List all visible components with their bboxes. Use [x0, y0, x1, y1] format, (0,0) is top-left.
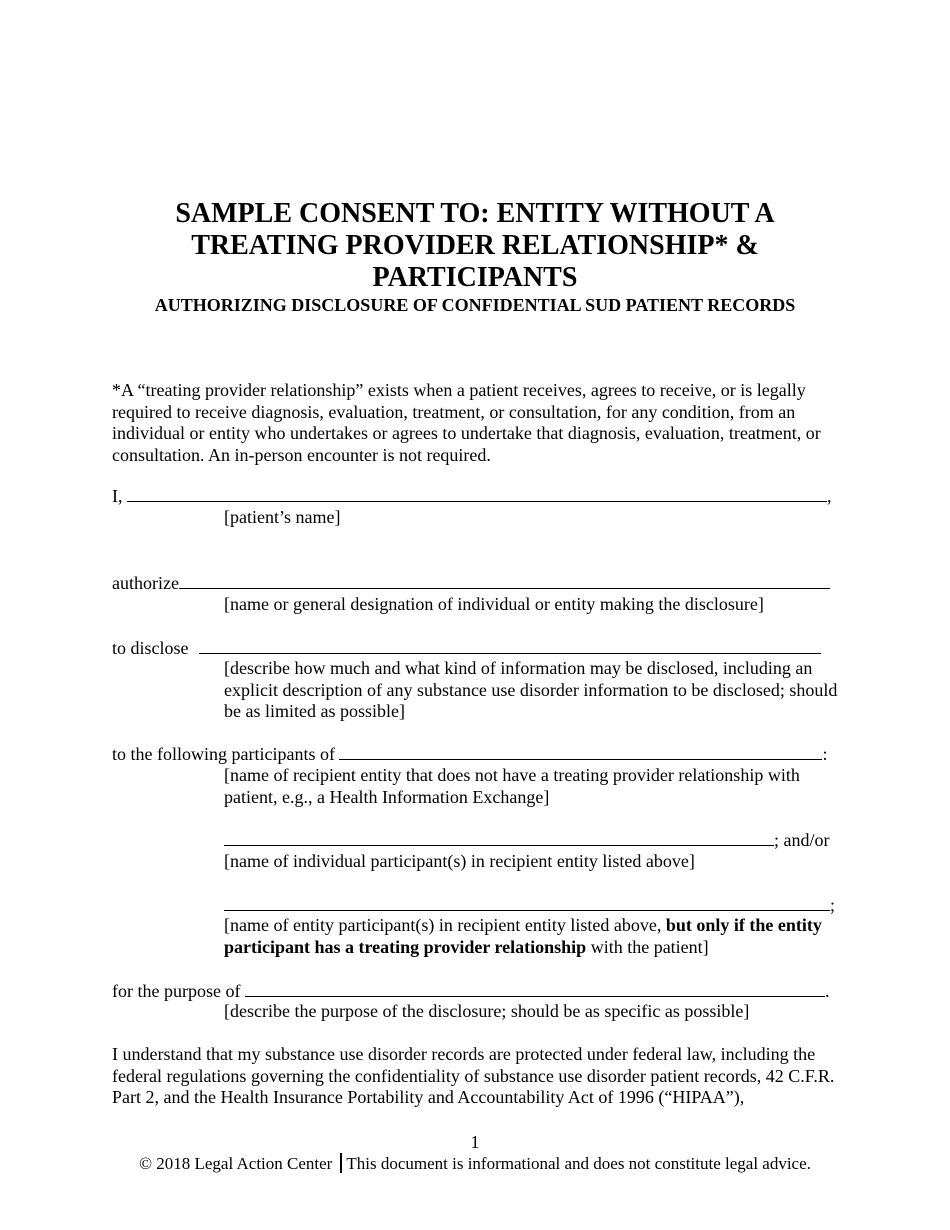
title-line-1: SAMPLE CONSENT TO: ENTITY WITHOUT A [175, 198, 775, 229]
purpose-field[interactable] [245, 980, 825, 997]
purpose-end: . [824, 981, 830, 1001]
entity-end: ; [830, 895, 836, 915]
title-line-2: TREATING PROVIDER RELATIONSHIP* & [191, 230, 759, 261]
authorize-label: authorize [112, 573, 179, 593]
entity-hint-pre: [name of entity participant(s) in recipient entity listed above, [224, 915, 666, 935]
disclose-label: to disclose [112, 638, 189, 658]
disclose-field[interactable] [199, 637, 821, 654]
footer-separator [340, 1153, 342, 1173]
entity-hint-bold: but only if the entity participant has a treating provider relationship [224, 915, 822, 957]
participants-field[interactable] [339, 743, 822, 760]
patient-end: , [827, 486, 832, 506]
definition-paragraph: *A “treating provider relationship” exists when a patient receives, agrees to receive, or is legally required to receive diagnosis, evaluation, treatment, or consultation, for any condition, from an individual or entity who undertakes or agrees to undertake that diagnosis, evaluation, treatment, or consultation. An in-person encounter is not required. [112, 380, 821, 465]
entity-hint [224, 915, 840, 958]
individual-end: ; and/or [774, 830, 830, 850]
document-title [100, 198, 850, 294]
footer-disclaimer: This document is informational and does not constitute legal advice. [346, 1154, 811, 1173]
disclose-hint: [describe how much and what kind of information may be disclosed, including an explicit description of any substance use disorder information to be disclosed; should be as limited as possible] [224, 658, 838, 721]
participants-hint: [name of recipient entity that does not have a treating provider relationship with patient, e.g., a Health Information Exchange] [224, 765, 800, 807]
document-subtitle: AUTHORIZING DISCLOSURE OF CONFIDENTIAL SUD PATIENT RECORDS [154, 295, 796, 315]
participants-row [112, 743, 827, 766]
purpose-row [112, 980, 829, 1003]
patient-name-hint: [patient’s name] [224, 507, 341, 527]
title-line-3: PARTICIPANTS [372, 262, 578, 293]
patient-label: I, [112, 486, 123, 506]
understand-paragraph: I understand that my substance use disorder records are protected under federal law, including the federal regulations governing the confidentiality of substance use disorder patient records, 42 C.F.R. Part 2, and the Health Insurance Portability and Accountability Act of 1996 (“HIPAA”), [112, 1044, 835, 1107]
page-number: 1 [470, 1132, 480, 1152]
entity-row [224, 894, 835, 917]
entity-field[interactable] [224, 894, 830, 911]
authorize-hint: [name or general designation of individual or entity making the disclosure] [224, 594, 764, 614]
individual-field[interactable] [224, 829, 774, 846]
entity-hint-post: with the patient] [586, 936, 709, 957]
individual-hint: [name of individual participant(s) in recipient entity listed above] [224, 851, 695, 871]
patient-name-field[interactable] [127, 485, 827, 502]
footer [0, 1153, 950, 1174]
individual-row [224, 829, 830, 852]
authorize-row [112, 572, 830, 595]
authorize-field[interactable] [179, 572, 830, 589]
footer-copyright: © 2018 Legal Action Center [139, 1154, 333, 1173]
purpose-label: for the purpose of [112, 981, 241, 1001]
patient-name-row [112, 485, 832, 508]
participants-label: to the following participants of [112, 744, 335, 764]
purpose-hint: [describe the purpose of the disclosure; should be as specific as possible] [224, 1001, 750, 1021]
disclose-row [112, 637, 821, 660]
participants-end: : [822, 744, 828, 764]
